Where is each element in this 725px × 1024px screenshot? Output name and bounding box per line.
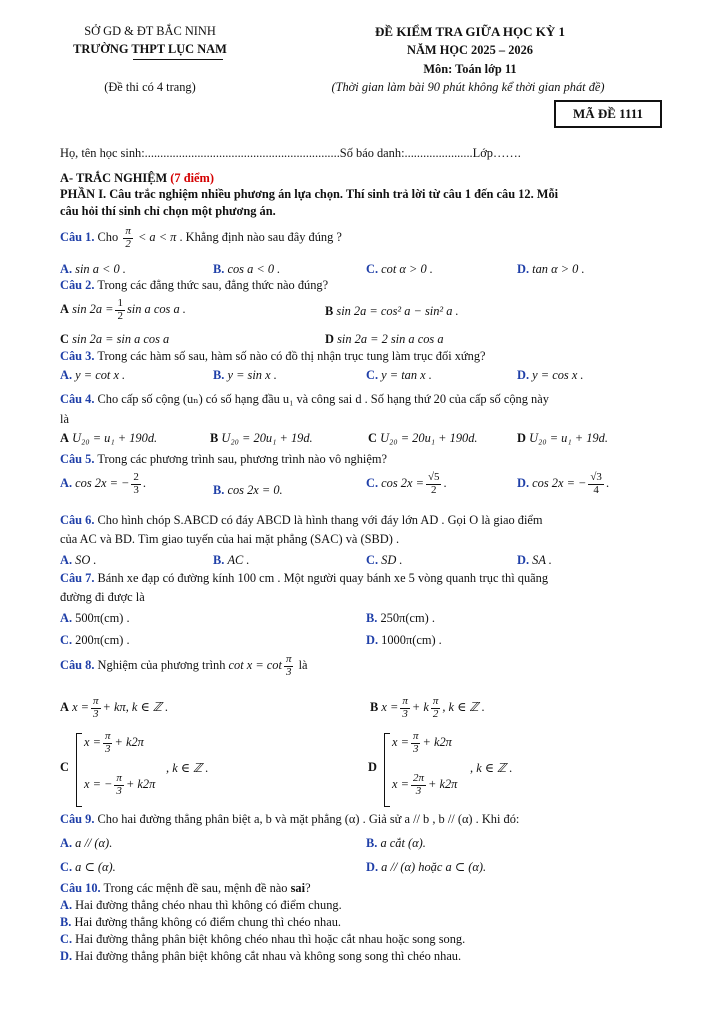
opt-text: y = cos x . [532,368,584,382]
opt-label: A. [60,262,73,276]
q6-label: Câu 6. [60,513,95,527]
opt-label: D [325,332,334,346]
q3-option-d[interactable] [517,368,584,383]
q5-option-d[interactable]: D. cos 2x = − $\frac{√3}{4}$ . [517,471,610,496]
q1-cond: < a < π [137,229,177,244]
frac-den: 3 [402,707,408,720]
q2-option-c[interactable] [60,332,169,347]
opt-label: C. [60,860,73,874]
frac-den: 2 [430,483,437,496]
opt-text: U₂₀ = 20u₁ + 19d. [221,431,313,445]
frac-den: 3 [133,483,139,496]
q6-option-d[interactable] [517,553,552,568]
opt-text: + k [411,699,429,714]
frac-num: 2 [133,471,139,483]
opt-text: cot α > 0 . [381,262,433,276]
q4-option-d[interactable] [517,431,608,446]
opt-text: + kπ, k ∈ ℤ . [102,699,169,714]
frac-num: π [116,772,122,784]
opt-label: D. [517,262,530,276]
opt-label: C [60,332,69,346]
q8-c-tail: , k ∈ ℤ . [166,761,209,775]
question-4 [60,391,549,407]
q8-eq: cot x = cot [228,657,282,672]
q8-text: Nghiệm của phương trình [97,657,226,672]
q8-d-line-2 [392,773,457,797]
opt-label: A [60,431,69,445]
school-year: NĂM HỌC 2025 – 2026 [407,43,533,57]
opt-text: a // (α). [75,836,113,850]
part-title-2: câu hỏi thí sinh chỉ chọn một phương án. [60,204,276,218]
question-2 [60,278,328,293]
opt-text: + k2π [125,776,156,791]
question-3 [60,349,486,364]
frac-den: 3 [93,707,99,720]
q10-option-d[interactable] [60,949,461,964]
q7-option-a[interactable] [60,611,130,626]
q6-option-c[interactable] [366,553,403,568]
q8-a-fraction [91,696,101,720]
q1-option-c[interactable] [366,262,433,277]
opt-text: sin a < 0 . [75,262,126,276]
frac-den: 3 [415,784,422,797]
opt-text: Hai đường thẳng phân biệt không chéo nhau thì hoặc cắt nhau hoặc song song. [75,932,466,946]
opt-label: A. [60,611,73,625]
opt-label: D. [366,860,379,874]
frac-num: π [432,695,439,707]
q8-b-fraction [400,696,410,720]
frac-den: 3 [285,665,292,678]
opt-label: D [517,431,526,445]
opt-label: B. [366,611,378,625]
opt-text: Hai đường thẳng phân biệt không cắt nhau và không song song thì chéo nhau. [75,949,462,963]
q4-option-a[interactable] [60,431,157,446]
opt-text: Hai đường thẳng không có điểm chung thì chéo nhau. [74,915,342,929]
q2-label: Câu 2. [60,278,95,292]
frac-num: π [104,730,111,742]
exam-code-box: MÃ ĐỀ 1111 [554,100,662,128]
opt-text: SA . [532,553,552,567]
frac-den: 3 [104,742,111,755]
opt-label: C. [60,633,73,647]
opt-label: D. [517,475,530,490]
opt-text: SO . [75,553,97,567]
q7-option-d[interactable] [366,633,442,648]
exam-title: ĐỀ KIỂM TRA GIỮA HỌC KỲ 1 [375,24,565,39]
opt-text: SD . [381,553,403,567]
opt-label: A. [60,368,73,382]
frac-den: 3 [412,742,419,755]
q7-text-2: đường đi được là [60,590,145,604]
frac-den: 4 [593,483,599,496]
q8-c-bracket [76,733,82,807]
opt-text: cos 2x = [381,475,424,490]
q8-c-line-2 [84,773,155,797]
opt-label: D [368,760,377,774]
question-5 [60,452,387,467]
opt-text: x = − [84,776,113,791]
q10-text: Trong các mệnh đề sau, mệnh đề nào [103,881,288,895]
frac [411,773,426,797]
q5-d-fraction [588,472,604,496]
frac-num: π [93,695,99,707]
q1-frac-den: 2 [125,237,131,250]
q4-label: Câu 4. [60,392,95,406]
opt-label: C. [60,932,73,946]
opt-label: D. [517,553,530,567]
school-name: TRƯỜNG THPT LỤC NAM [73,42,227,56]
dept-name: SỞ GD & ĐT BẮC NINH [84,24,216,38]
opt-text: cos 2x = − [75,475,130,490]
opt-label: C [60,760,69,774]
opt-text: 250π(cm) . [380,611,435,625]
question-6 [60,513,543,528]
opt-text: cos 2x = − [532,475,587,490]
q10-option-b[interactable] [60,915,341,930]
opt-text: x = [392,734,409,749]
q6-option-a[interactable] [60,553,97,568]
frac-den: 2 [117,309,123,322]
q1-fraction [123,226,133,250]
q5-option-c[interactable]: C. cos 2x = $\frac{√5}{2}$ . [366,471,447,496]
opt-text: U₂₀ = u₁ + 19d. [529,431,608,445]
q9-option-b[interactable] [366,836,426,851]
q4-option-b[interactable] [210,431,313,446]
frac-num: √5 [427,471,440,483]
q8-c-line-1 [84,731,144,755]
q7-text: Bánh xe đạp có đường kính 100 cm . Một người quay bánh xe 5 vòng quanh trục thì quãng [97,571,549,585]
q8-d-line-1 [392,731,452,755]
q10-text-bold: sai [290,881,306,895]
q9-option-c[interactable] [60,859,116,875]
opt-label: C. [366,553,379,567]
opt-text: y = cot x . [75,368,126,382]
q5-option-a[interactable]: A. cos 2x = − $\frac{2}{3}$ . [60,471,146,496]
school-underline [133,59,223,60]
q7-option-c[interactable] [60,633,130,648]
time-note: (Thời gian làm bài 90 phút không kể thời gian phát đề) [331,80,605,94]
question-1 [60,226,342,250]
opt-text: AC . [227,553,250,567]
opt-text: cos 2x = 0. [227,483,283,497]
q9-option-a[interactable] [60,836,112,851]
subject: Môn: Toán lớp 11 [423,62,517,76]
frac-den: 2 [432,707,439,720]
q5-a-fraction [131,472,141,496]
q1-post: . Khẳng định nào sau đây đúng ? [179,229,342,244]
q8-post: là [298,657,308,672]
opt-label: A. [60,836,73,850]
frac-num: 2π [412,772,424,784]
opt-label: B. [213,368,225,382]
q6-text: Cho hình chóp S.ABCD có đáy ABCD là hình thang với đáy lớn AD . Gọi O là giao điểm [97,513,543,527]
opt-text: tan α > 0 . [532,262,585,276]
q1-option-a[interactable] [60,262,126,277]
opt-label: C. [366,475,379,490]
opt-text: 200π(cm) . [75,633,130,647]
q6-option-b[interactable] [213,553,250,568]
q8-option-a[interactable] [60,696,168,720]
q5-label: Câu 5. [60,452,95,466]
opt-label: C. [366,262,379,276]
q4-text-2: là [60,412,69,426]
opt-label: B [210,431,219,445]
opt-label: C. [366,368,379,382]
opt-label: B [325,304,334,318]
q2-a-fraction [115,298,125,322]
opt-label: B. [213,262,225,276]
q8-b-fraction-2 [431,696,441,720]
opt-label: A [60,699,69,714]
opt-text: 500π(cm) . [75,611,130,625]
frac [411,731,421,755]
q8-option-b[interactable] [370,696,485,720]
q3-option-b[interactable] [213,368,277,383]
opt-text: 1000π(cm) . [381,633,442,647]
q8-label: Câu 8. [60,657,95,672]
opt-label: B [370,699,379,714]
frac-num: π [412,730,419,742]
q10-option-a[interactable] [60,898,342,913]
q10-label: Câu 10. [60,881,101,895]
opt-text: x = [84,734,101,749]
opt-text: x = [72,699,90,714]
frac-num: π [402,695,408,707]
opt-text: + k2π [114,734,144,749]
frac [103,731,113,755]
opt-label: D. [366,633,379,647]
q8-fraction [284,654,294,678]
opt-text: a cắt (α). [380,836,426,850]
opt-label: B. [213,553,225,567]
opt-text: sin 2a = sin a cos a [72,332,170,346]
opt-text: U₂₀ = u₁ + 190d. [72,431,158,445]
frac [114,773,124,797]
opt-label: A. [60,475,73,490]
opt-text: x = [392,776,409,791]
opt-text: cos a < 0 . [227,262,281,276]
q1-option-b[interactable] [213,262,280,277]
opt-text: Hai đường thẳng chéo nhau thì không có điểm chung. [75,898,342,912]
opt-text: sin 2a = 2 sin a cos a [337,332,444,346]
section-points: (7 điểm) [170,171,214,185]
q3-option-c[interactable] [366,368,432,383]
question-7 [60,571,548,586]
opt-text: + k2π [422,734,452,749]
opt-text: sin 2a = cos² a − sin² a . [336,304,459,318]
pages-note: (Đề thi có 4 trang) [104,80,196,94]
q8-d-tail: , k ∈ ℤ . [470,761,513,775]
frac-num: π [285,653,292,665]
q7-label: Câu 7. [60,571,95,585]
q5-text: Trong các phương trình sau, phương trình nào vô nghiệm? [97,452,387,466]
q10-text-end: ? [305,881,311,895]
opt-label: D. [60,949,73,963]
question-8 [60,654,308,678]
q2-option-b[interactable] [325,304,459,319]
q9-text: Cho hai đường thẳng phân biệt a, b và mặt phẳng (α) . Giả sử a // b , b // (α) . Khi đó: [97,812,520,826]
opt-text: x = [381,699,399,714]
opt-text: U₂₀ = 20u₁ + 190d. [380,431,478,445]
q3-option-a[interactable] [60,368,125,383]
opt-text: sin a cos a . [126,301,186,316]
q1-option-d[interactable] [517,262,585,277]
q6-text-2: của AC và BD. Tìm giao tuyến của hai mặt phẳng (SAC) và (SBD) . [60,532,400,546]
q2-text: Trong các đẳng thức sau, đẳng thức nào đúng? [97,278,329,292]
frac-num: √3 [590,471,602,483]
q2-option-a[interactable] [60,298,186,322]
opt-label: A. [60,553,73,567]
q10-option-c[interactable] [60,932,465,947]
opt-label: B. [366,836,378,850]
q9-option-d[interactable] [366,859,486,875]
opt-label: C [368,431,377,445]
opt-label: A [60,301,69,316]
opt-text: , k ∈ ℤ . [442,699,485,714]
q5-c-fraction [426,472,442,496]
opt-text: a // (α) hoặc a ⊂ (α). [381,860,487,874]
question-9 [60,812,519,827]
q8-d-bracket [384,733,390,807]
q1-label: Câu 1. [60,229,95,244]
frac-num: 1 [117,297,123,309]
q7-option-b[interactable] [366,611,435,626]
opt-text: sin 2a = [72,301,114,316]
part-title: PHẦN I. Câu trắc nghiệm nhiều phương án lựa chọn. Thí sinh trả lời từ câu 1 đến câu 12. Mỗi [60,187,559,201]
opt-label: B. [213,483,225,497]
q2-option-d[interactable] [325,332,444,347]
opt-text: y = tan x . [381,368,432,382]
q9-label: Câu 9. [60,812,95,826]
opt-text: a ⊂ (α). [75,860,116,874]
q3-text: Trong các hàm số sau, hàm số nào có đồ thị nhận trục tung làm trục đối xứng? [97,349,486,363]
q1-frac-num: π [125,225,131,237]
opt-label: B. [60,915,72,929]
section-heading [60,171,214,186]
opt-label: D. [517,368,530,382]
frac-den: 3 [116,784,122,797]
q1-pre: Cho [97,229,119,244]
opt-text: y = sin x . [227,368,277,382]
q4-option-c[interactable] [368,431,478,446]
q5-option-b[interactable] [213,483,283,498]
q4-text: Cho cấp số cộng (uₙ) có số hạng đầu u₁ và công sai d . Số hạng thứ 20 của cấp số cộng này [97,392,549,406]
q3-label: Câu 3. [60,349,95,363]
opt-text: + k2π [427,776,458,791]
question-10 [60,881,311,896]
student-info-line: Họ, tên học sinh:...............................................................Số báo danh:......................Lớp……. [60,146,521,160]
section-title: A- TRẮC NGHIỆM [60,171,168,185]
opt-label: A. [60,898,73,912]
